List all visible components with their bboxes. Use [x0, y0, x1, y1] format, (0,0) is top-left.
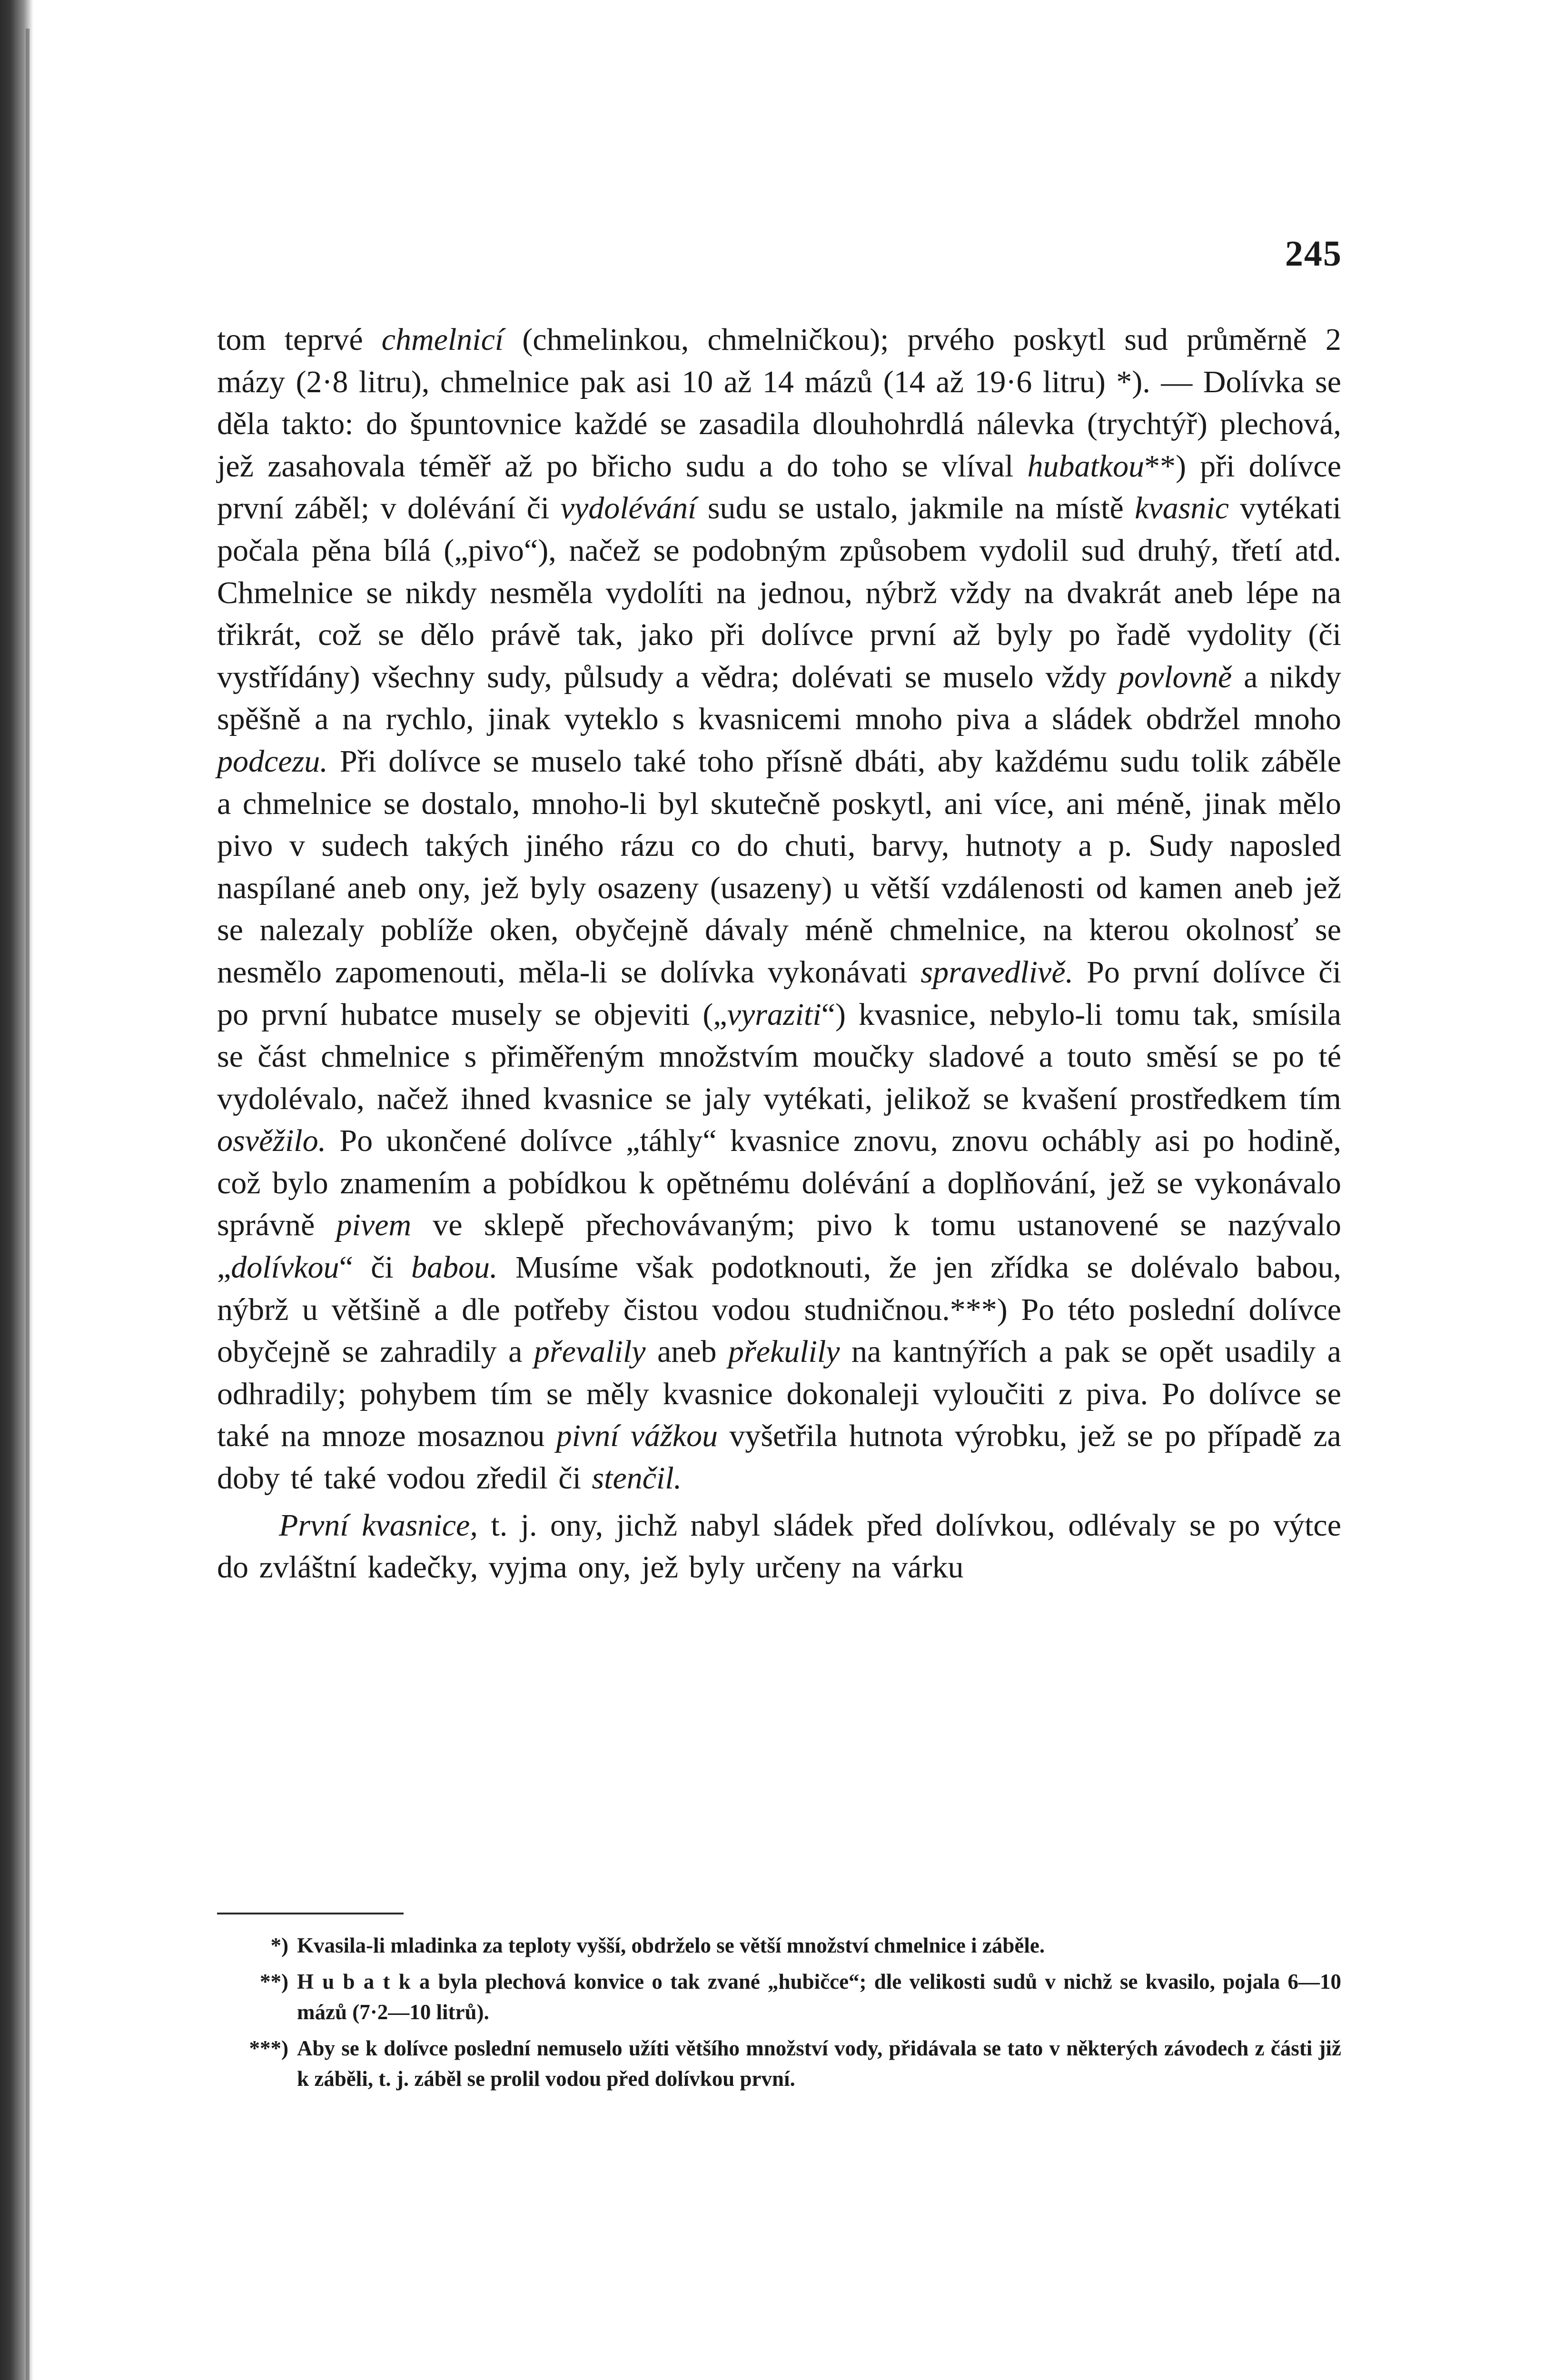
text-run: vytékati počala pěna bílá („pivo“), načež se podobným způsobem vydolil sud druhý, třetí atd. Chmelnice se nikdy nesměla vydolíti na jednou, nýbrž vždy na dvakrát aneb lépe na třikrát, což se dělo právě tak, jako při dolívce první až byly po řadě vydolity (či vystřídány) všechny sudy, půlsudy a vědra; dolévati se muselo vždy [217, 491, 1342, 694]
footnotes [217, 1930, 1341, 2100]
text-run: Po první dolívce či po první hubatce musely se objeviti („ [217, 954, 1341, 1032]
footnote-mark: *) [270, 1934, 288, 1957]
italic-text-run: osvěžilo. [217, 1123, 326, 1159]
italic-text-run: vyraziti [727, 997, 821, 1032]
text-run: vyšetřila hutnota výrobku, jež se po případě za doby té také vodou zředil či [217, 1418, 1341, 1496]
page-gutter-edge [26, 29, 30, 2380]
italic-text-run: spravedlivě. [920, 954, 1074, 990]
text-run: byla plechová konvice o tak zvané „hubičce“; dle velikosti sudů v nichž se kvasilo, pojala 6—10 mázů (7·2—10 litrů). [297, 1970, 1341, 2024]
footnote-mark: ***) [249, 2036, 288, 2060]
text-run: Po ukončené dolívce „táhly“ kvasnice znovu, znovu ochábly asi po hodině, což bylo znamením a pobídkou k opětnému dolévání a doplňování, jež se vykonávalo správně [217, 1123, 1341, 1243]
text-run: (chmelinkou, chmelničkou); prvého poskytl sud průměrně 2 mázy (2·8 litru), chmelnice pak asi 10 až 14 mázů (14 až 19·6 litru) *). — Dolívka se děla takto: do špuntovnice každé se zasadila dlouhohrdlá nálevka (trychtýř) plechová, jež zasahovala téměř až po břicho sudu a do toho se vlíval [217, 322, 1342, 484]
italic-text-run: pivní vážkou [556, 1418, 718, 1454]
text-run: na kantnýřích a pak se opět usadily a odhradily; pohybem tím se měly kvasnice dokonaleji vyloučiti z piva. Po dolívce se také na mnoze mosaznou [217, 1334, 1342, 1454]
footnote-text [297, 1966, 1341, 2027]
text-run: poslední nemuselo užíti většího množství vody, přidávala se tato v některých závodech z části již k záběli, t. j. záběl se [297, 2036, 1341, 2091]
text-run: Kvasila-li mladinka za teploty vyšší, obdrželo se větší množství chmelnice i záběle. [297, 1934, 1045, 1957]
footnote-separator-rule [217, 1913, 404, 1914]
italic-text-run: prolil [490, 2067, 540, 2091]
italic-text-run: povlovně [1118, 659, 1232, 694]
paragraph [217, 1505, 1341, 1589]
italic-text-run: dolívkou [231, 1250, 339, 1285]
text-run: ve sklepě přechovávaným; pivo k tomu ustanovené se nazývalo „ [217, 1208, 1341, 1285]
italic-text-run: kvasnic [1135, 491, 1229, 526]
text-run: Musíme však podotknouti, že jen zřídka se dolévalo babou, nýbrž u většině a dle potřeby čistou vodou studničnou.***) Po této poslední dolívce obyčejně se zahradily a [217, 1250, 1341, 1369]
text-run: Aby se k [297, 2036, 384, 2060]
italic-text-run: dolívce [384, 2036, 448, 2060]
main-text [217, 319, 1341, 1589]
text-run: Při dolívce se muselo také toho přísně dbáti, aby každému sudu tolik záběle a chmelnice se dostalo, mnoho-li byl skutečně poskytl, ani více, ani méně, jinak mělo pivo v sudech takých jiného rázu co do chuti, barvy, hutnoty a p. Sudy naposled naspílané aneb ony, jež byly osazeny (usazeny) u větší vzdálenosti od kamen aneb jež se nalezaly poblíže oken, obyčejně dávaly méně chmelnice, na kterou okolnosť se nesmělo zapomenouti, měla-li se dolívka vykonávati [217, 744, 1341, 990]
footnote-text [297, 1930, 1341, 1961]
italic-text-run: stenčil. [592, 1461, 682, 1496]
footnote [217, 1966, 1341, 2027]
text-run: t. j. ony, jichž nabyl sládek před dolívkou, odlévaly se po výtce do zvláštní kadečky, vyjma ony, jež byly určeny na várku [217, 1507, 1341, 1585]
page-number: 245 [1285, 234, 1342, 274]
text-run: a nikdy spěšně a na rychlo, jinak vyteklo s kvasnicemi mnoho piva a sládek obdržel mnoho [217, 659, 1341, 737]
italic-text-run: babou. [411, 1250, 498, 1285]
footnote [217, 2033, 1341, 2094]
italic-text-run: převalily [534, 1334, 646, 1369]
text-run: tom teprvé [217, 322, 382, 357]
text-run: sudu se ustalo, jakmile na místě [696, 491, 1135, 526]
text-run: “) kvasnice, nebylo-li tomu tak, smísila se část chmelnice s přiměřeným množstvím moučky sladové a touto směsí se po té vydolévalo, načež ihned kvasnice se jaly vytékati, jelikož se kvašení prostředkem tím [217, 997, 1341, 1116]
footnote [217, 1930, 1341, 1961]
text-run: H u b a t k a [297, 1970, 431, 1993]
italic-text-run: překulily [728, 1334, 840, 1369]
footnote-mark: **) [260, 1970, 288, 1993]
footnote-text [297, 2033, 1341, 2094]
italic-text-run: pivem [336, 1208, 412, 1243]
italic-text-run: vydolévání [560, 491, 697, 526]
italic-text-run: První kvasnice, [279, 1507, 478, 1543]
text-run: aneb [645, 1334, 729, 1369]
italic-text-run: chmelnicí [381, 322, 504, 357]
text-run: **) při dolívce první záběl; v dolévání či [217, 448, 1341, 526]
text-run: “ či [339, 1250, 412, 1285]
italic-text-run: podcezu. [217, 744, 328, 779]
text-run: vodou před dolívkou první. [540, 2067, 795, 2091]
paragraph [217, 319, 1341, 1500]
italic-text-run: hubatkou [1027, 448, 1145, 484]
